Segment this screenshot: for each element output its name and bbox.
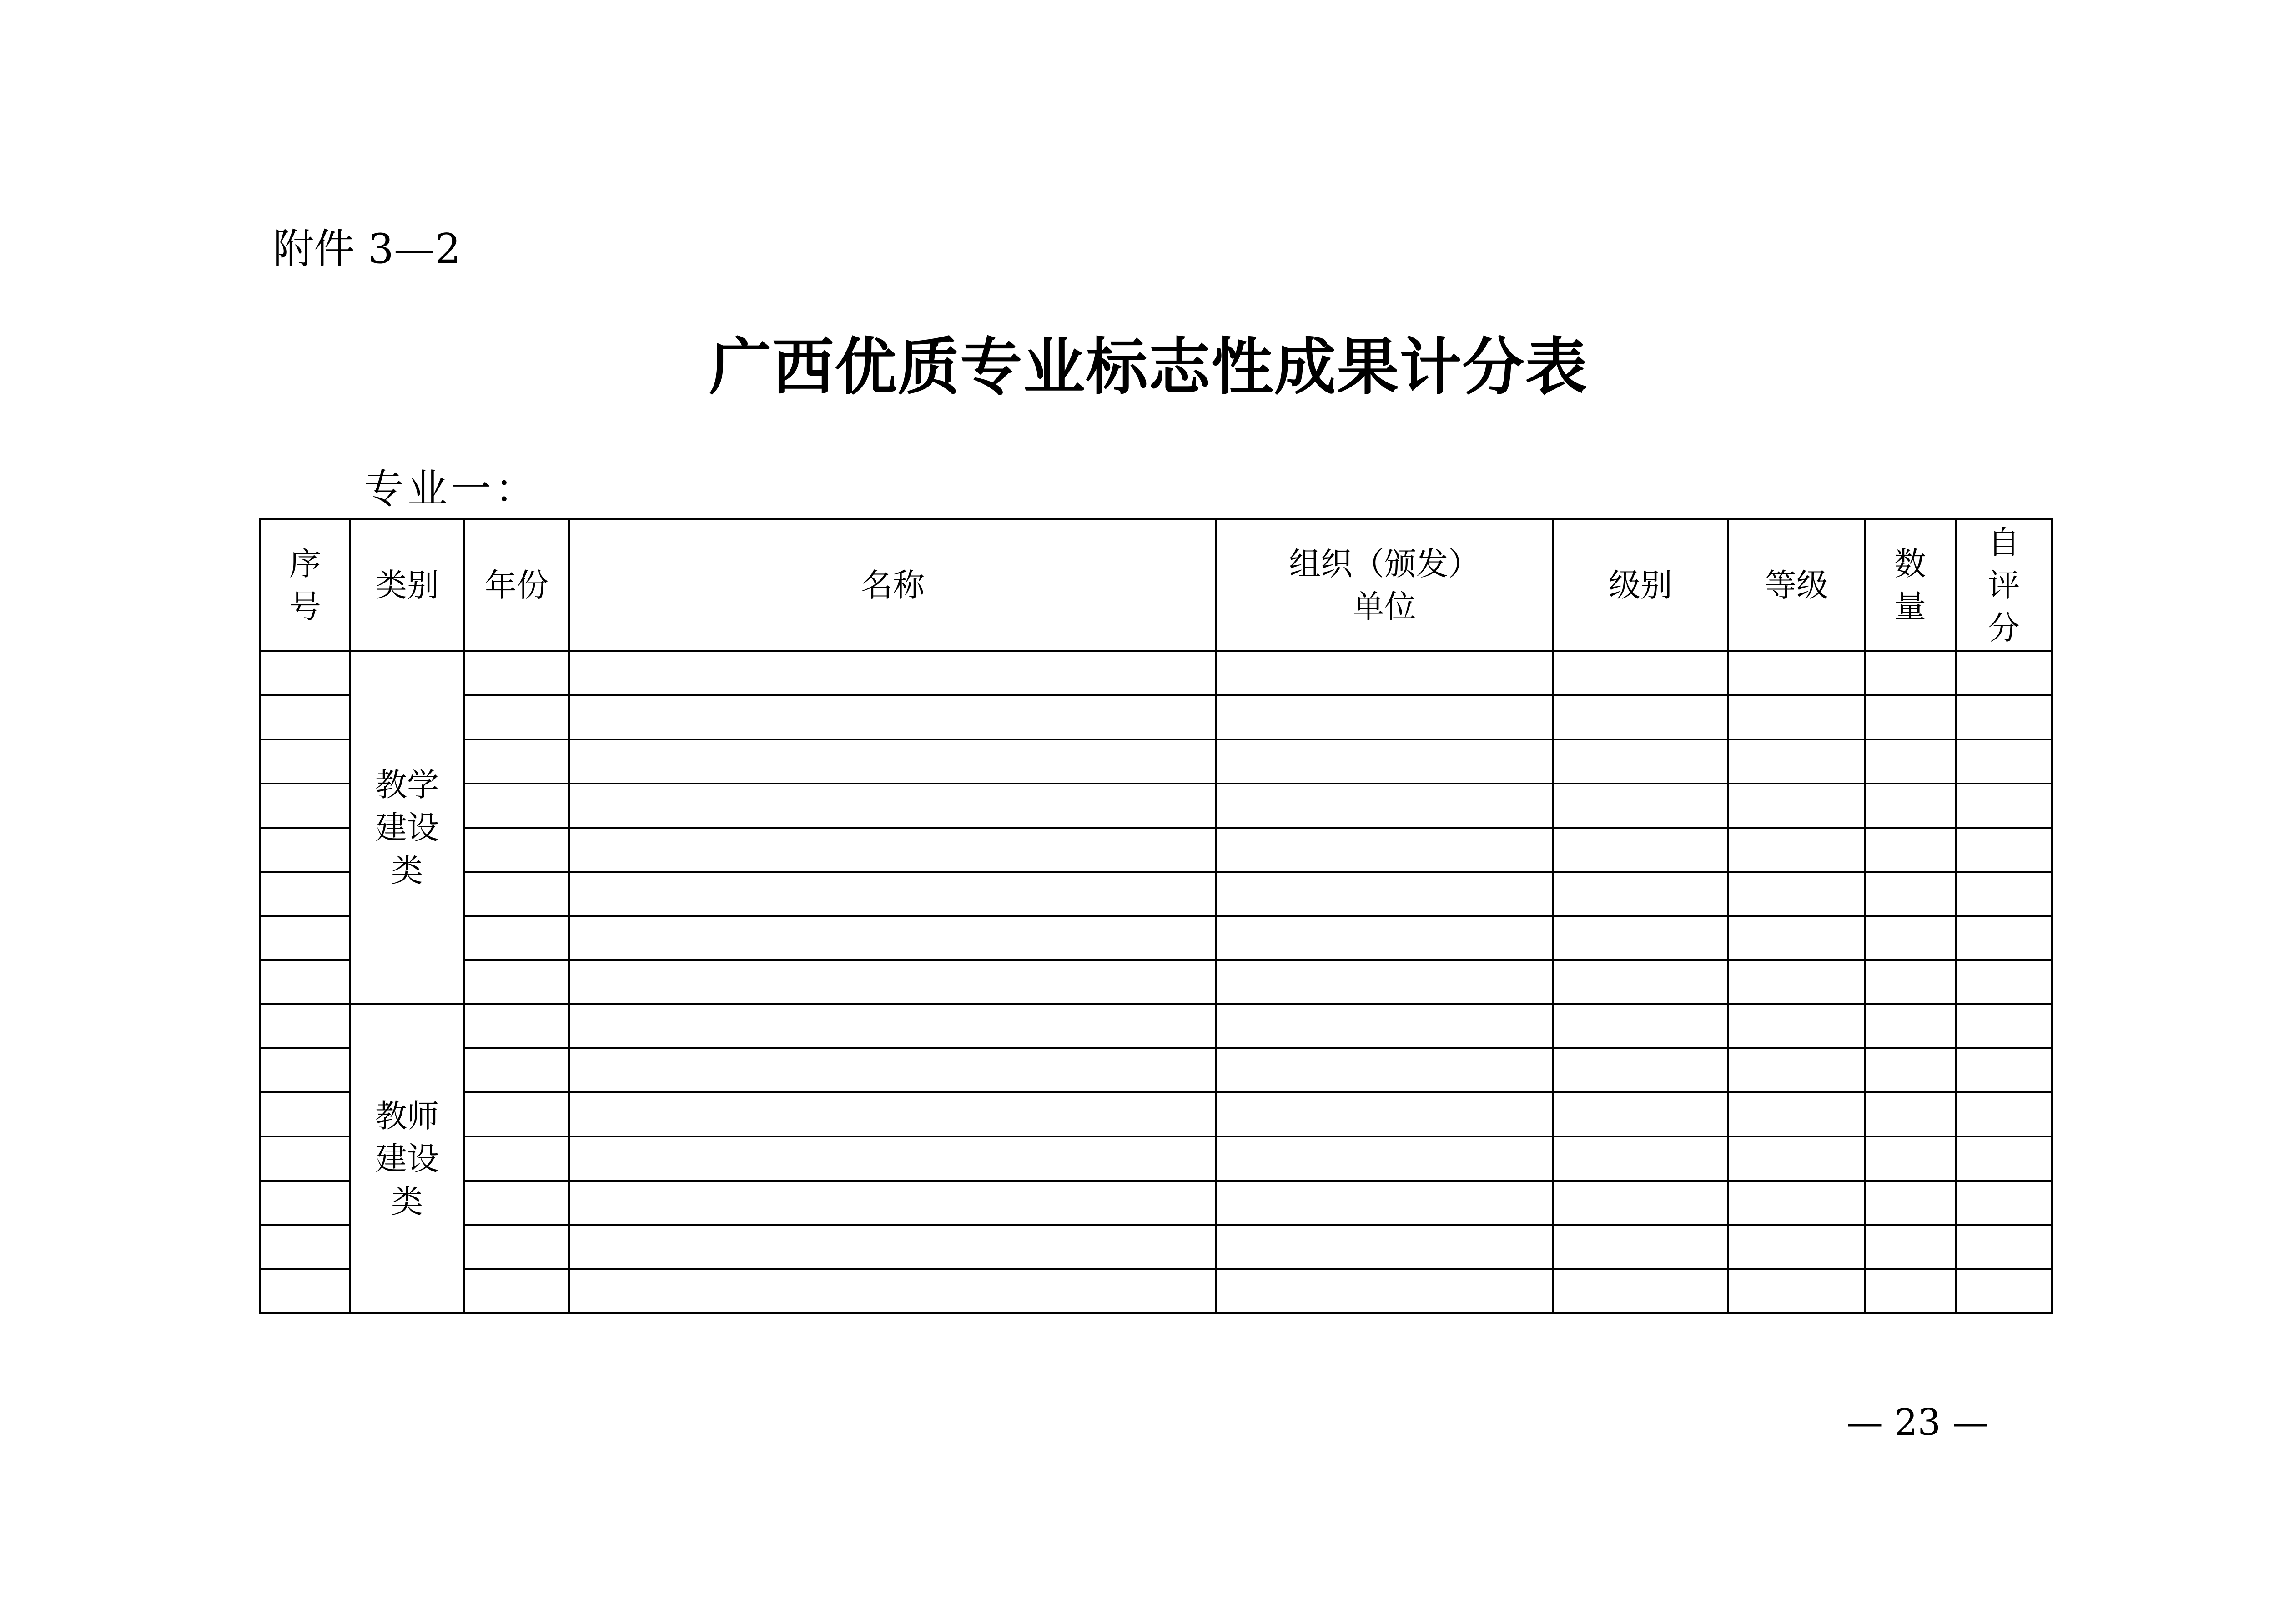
level-cell [1553, 739, 1728, 784]
serial-cell [260, 1269, 350, 1313]
table-row [260, 960, 2052, 1004]
table-row [260, 1269, 2052, 1313]
year-cell [464, 784, 569, 828]
issuer-cell [1216, 695, 1553, 739]
issuer-cell [1216, 784, 1553, 828]
serial-cell [260, 1004, 350, 1048]
serial-cell [260, 695, 350, 739]
issuer-cell [1216, 1269, 1553, 1313]
header-category: 类别 [375, 567, 439, 604]
name-cell [569, 1269, 1216, 1313]
issuer-cell [1216, 872, 1553, 916]
quantity-cell [1865, 1048, 1956, 1092]
grade-cell [1728, 960, 1865, 1004]
quantity-cell [1865, 1004, 1956, 1048]
issuer-cell [1216, 1136, 1553, 1181]
header-cell-name [569, 519, 1216, 651]
name-cell [569, 1092, 1216, 1136]
quantity-cell [1865, 695, 1956, 739]
major-label: 专业一： [364, 465, 539, 512]
table-body [260, 651, 2052, 1313]
grade-cell [1728, 651, 1865, 695]
self-score-cell [1956, 651, 2052, 695]
name-cell [569, 916, 1216, 960]
grade-cell [1728, 916, 1865, 960]
self-score-cell [1956, 784, 2052, 828]
level-cell [1553, 828, 1728, 872]
name-cell [569, 872, 1216, 916]
year-cell [464, 872, 569, 916]
table-row [260, 695, 2052, 739]
table-row [260, 1136, 2052, 1181]
self-score-cell [1956, 1269, 2052, 1313]
category-label: 教学建设类 [375, 766, 439, 889]
self-score-cell [1956, 1004, 2052, 1048]
quantity-cell [1865, 651, 1956, 695]
name-cell [569, 784, 1216, 828]
quantity-cell [1865, 1225, 1956, 1269]
level-cell [1553, 784, 1728, 828]
grade-cell [1728, 784, 1865, 828]
year-cell [464, 916, 569, 960]
name-cell [569, 828, 1216, 872]
category-cell [350, 1004, 464, 1313]
grade-cell [1728, 828, 1865, 872]
year-cell [464, 1004, 569, 1048]
year-cell [464, 739, 569, 784]
year-cell [464, 960, 569, 1004]
table-row [260, 1181, 2052, 1225]
self-score-cell [1956, 916, 2052, 960]
header-level: 级别 [1609, 567, 1672, 604]
quantity-cell [1865, 1181, 1956, 1225]
attachment-prefix: 附件 [273, 225, 355, 273]
table-row [260, 1048, 2052, 1092]
grade-cell [1728, 1004, 1865, 1048]
self-score-cell [1956, 1181, 2052, 1225]
self-score-cell [1956, 872, 2052, 916]
quantity-cell [1865, 916, 1956, 960]
grade-cell [1728, 1048, 1865, 1092]
serial-cell [260, 651, 350, 695]
quantity-cell [1865, 1269, 1956, 1313]
self-score-cell [1956, 960, 2052, 1004]
category-label: 教师建设类 [375, 1097, 439, 1220]
issuer-cell [1216, 1225, 1553, 1269]
page-number: — 23 — [1846, 1401, 1989, 1443]
name-cell [569, 1004, 1216, 1048]
level-cell [1553, 695, 1728, 739]
quantity-cell [1865, 828, 1956, 872]
header-cell-level [1553, 519, 1728, 651]
name-cell [569, 739, 1216, 784]
issuer-cell [1216, 1181, 1553, 1225]
serial-cell [260, 916, 350, 960]
serial-cell [260, 1181, 350, 1225]
level-cell [1553, 1092, 1728, 1136]
issuer-cell [1216, 916, 1553, 960]
quantity-cell [1865, 1092, 1956, 1136]
self-score-cell [1956, 1225, 2052, 1269]
table-row [260, 784, 2052, 828]
table-row [260, 1004, 2052, 1048]
grade-cell [1728, 1225, 1865, 1269]
serial-cell [260, 1092, 350, 1136]
name-cell [569, 1136, 1216, 1181]
header-cell-quantity [1865, 519, 1956, 651]
header-cell-year [464, 519, 569, 651]
table-row [260, 739, 2052, 784]
name-cell [569, 651, 1216, 695]
category-cell [350, 651, 464, 1004]
self-score-cell [1956, 695, 2052, 739]
table-row [260, 651, 2052, 695]
self-score-cell [1956, 1136, 2052, 1181]
header-issuer: 组织（颁发）单位 [1289, 545, 1480, 625]
self-score-cell [1956, 828, 2052, 872]
table-row [260, 1225, 2052, 1269]
grade-cell [1728, 872, 1865, 916]
serial-cell [260, 960, 350, 1004]
year-cell [464, 1225, 569, 1269]
year-cell [464, 651, 569, 695]
issuer-cell [1216, 1004, 1553, 1048]
table-row [260, 828, 2052, 872]
header-cell-self-score [1956, 519, 2052, 651]
attachment-number: 3—2 [367, 225, 461, 273]
quantity-cell [1865, 872, 1956, 916]
serial-cell [260, 1048, 350, 1092]
year-cell [464, 828, 569, 872]
serial-cell [260, 1225, 350, 1269]
level-cell [1553, 960, 1728, 1004]
level-cell [1553, 651, 1728, 695]
year-cell [464, 1048, 569, 1092]
level-cell [1553, 1225, 1728, 1269]
header-cell-grade [1728, 519, 1865, 651]
header-serial: 序号 [289, 545, 321, 625]
issuer-cell [1216, 1092, 1553, 1136]
name-cell [569, 960, 1216, 1004]
level-cell [1553, 1004, 1728, 1048]
serial-cell [260, 739, 350, 784]
quantity-cell [1865, 960, 1956, 1004]
name-cell [569, 695, 1216, 739]
attachment-label [273, 222, 461, 277]
level-cell [1553, 916, 1728, 960]
year-cell [464, 695, 569, 739]
grade-cell [1728, 1181, 1865, 1225]
page-title: 广西优质专业标志性成果计分表 [709, 332, 1588, 403]
issuer-cell [1216, 960, 1553, 1004]
self-score-cell [1956, 739, 2052, 784]
grade-cell [1728, 695, 1865, 739]
grade-cell [1728, 739, 1865, 784]
level-cell [1553, 872, 1728, 916]
level-cell [1553, 1181, 1728, 1225]
header-row [260, 519, 2052, 651]
header-cell-serial [260, 519, 350, 651]
name-cell [569, 1225, 1216, 1269]
grade-cell [1728, 1136, 1865, 1181]
issuer-cell [1216, 828, 1553, 872]
serial-cell [260, 1136, 350, 1181]
grade-cell [1728, 1092, 1865, 1136]
level-cell [1553, 1048, 1728, 1092]
header-cell-issuer [1216, 519, 1553, 651]
serial-cell [260, 828, 350, 872]
header-self-score: 自评分 [1988, 524, 2020, 647]
header-grade: 等级 [1765, 567, 1828, 604]
table-row [260, 872, 2052, 916]
quantity-cell [1865, 739, 1956, 784]
header-year: 年份 [485, 567, 548, 604]
year-cell [464, 1181, 569, 1225]
table-row [260, 1092, 2052, 1136]
year-cell [464, 1136, 569, 1181]
self-score-cell [1956, 1048, 2052, 1092]
header-cell-category [350, 519, 464, 651]
quantity-cell [1865, 1136, 1956, 1181]
name-cell [569, 1181, 1216, 1225]
grade-cell [1728, 1269, 1865, 1313]
score-table [259, 518, 2053, 1314]
table-row [260, 916, 2052, 960]
issuer-cell [1216, 651, 1553, 695]
serial-cell [260, 872, 350, 916]
self-score-cell [1956, 1092, 2052, 1136]
quantity-cell [1865, 784, 1956, 828]
header-name: 名称 [861, 567, 925, 604]
year-cell [464, 1269, 569, 1313]
level-cell [1553, 1136, 1728, 1181]
name-cell [569, 1048, 1216, 1092]
issuer-cell [1216, 739, 1553, 784]
level-cell [1553, 1269, 1728, 1313]
header-quantity: 数量 [1894, 545, 1926, 625]
year-cell [464, 1092, 569, 1136]
serial-cell [260, 784, 350, 828]
issuer-cell [1216, 1048, 1553, 1092]
